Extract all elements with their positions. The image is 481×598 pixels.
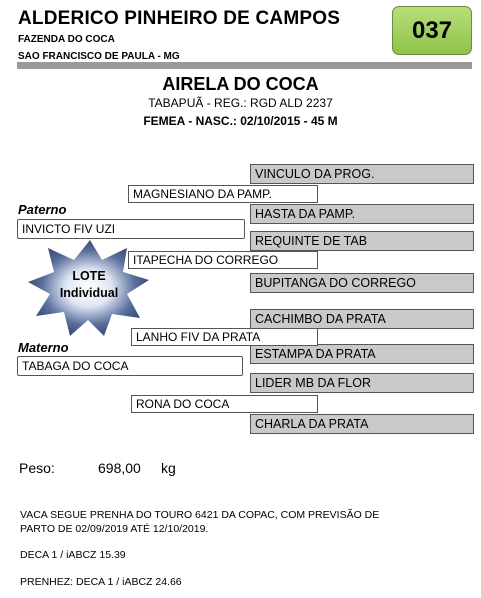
weight-unit: kg xyxy=(161,460,176,476)
prenhez-note: PRENHEZ: DECA 1 / iABCZ 24.66 xyxy=(20,576,182,588)
farm-name: FAZENDA DO COCA xyxy=(18,34,115,45)
sire-dam-box: ITAPECHA DO CORREGO xyxy=(128,251,318,269)
lote-badge-line1: LOTE xyxy=(72,269,106,283)
animal-name: AIRELA DO COCA xyxy=(162,74,319,94)
pregnancy-note-line1: VACA SEGUE PRENHA DO TOURO 6421 DA COPAC, COM PREVISÃO DE xyxy=(20,509,380,521)
ggp-box-7: LIDER MB DA FLOR xyxy=(250,373,474,393)
pregnancy-note-line2: PARTO DE 02/09/2019 ATÉ 12/10/2019. xyxy=(20,523,209,535)
ggp-box-4: BUPITANGA DO CORREGO xyxy=(250,273,474,293)
ggp-box-8: CHARLA DA PRATA xyxy=(250,414,474,434)
weight-label: Peso: xyxy=(19,460,55,476)
ggp-box-3: REQUINTE DE TAB xyxy=(250,231,474,251)
lote-badge-line2: Individual xyxy=(59,286,119,300)
ggp-box-2: HASTA DA PAMP. xyxy=(250,204,474,224)
dam-box: TABAGA DO COCA xyxy=(17,356,243,376)
ggp-box-1: VINCULO DA PROG. xyxy=(250,164,474,184)
weight-value: 698,00 xyxy=(98,460,141,476)
animal-birth: FEMEA - NASC.: 02/10/2015 - 45 M xyxy=(143,114,338,128)
city-name: SAO FRANCISCO DE PAULA - MG xyxy=(18,51,180,62)
paterno-label: Paterno xyxy=(18,202,67,217)
header-divider xyxy=(17,62,472,69)
animal-registration: TABAPUÃ - REG.: RGD ALD 2237 xyxy=(148,96,333,110)
sire-box: INVICTO FIV UZI xyxy=(17,219,245,239)
owner-name: ALDERICO PINHEIRO DE CAMPOS xyxy=(18,8,341,29)
dam-sire-box: LANHO FIV DA PRATA xyxy=(131,328,318,346)
materno-label: Materno xyxy=(18,340,69,355)
dam-dam-box: RONA DO COCA xyxy=(131,395,318,413)
ggp-box-6: ESTAMPA DA PRATA xyxy=(250,344,474,364)
deca-note: DECA 1 / iABCZ 15.39 xyxy=(20,549,126,561)
sire-sire-box: MAGNESIANO DA PAMP. xyxy=(128,185,318,203)
lot-number-badge: 037 xyxy=(392,6,472,55)
ggp-box-5: CACHIMBO DA PRATA xyxy=(250,309,474,329)
